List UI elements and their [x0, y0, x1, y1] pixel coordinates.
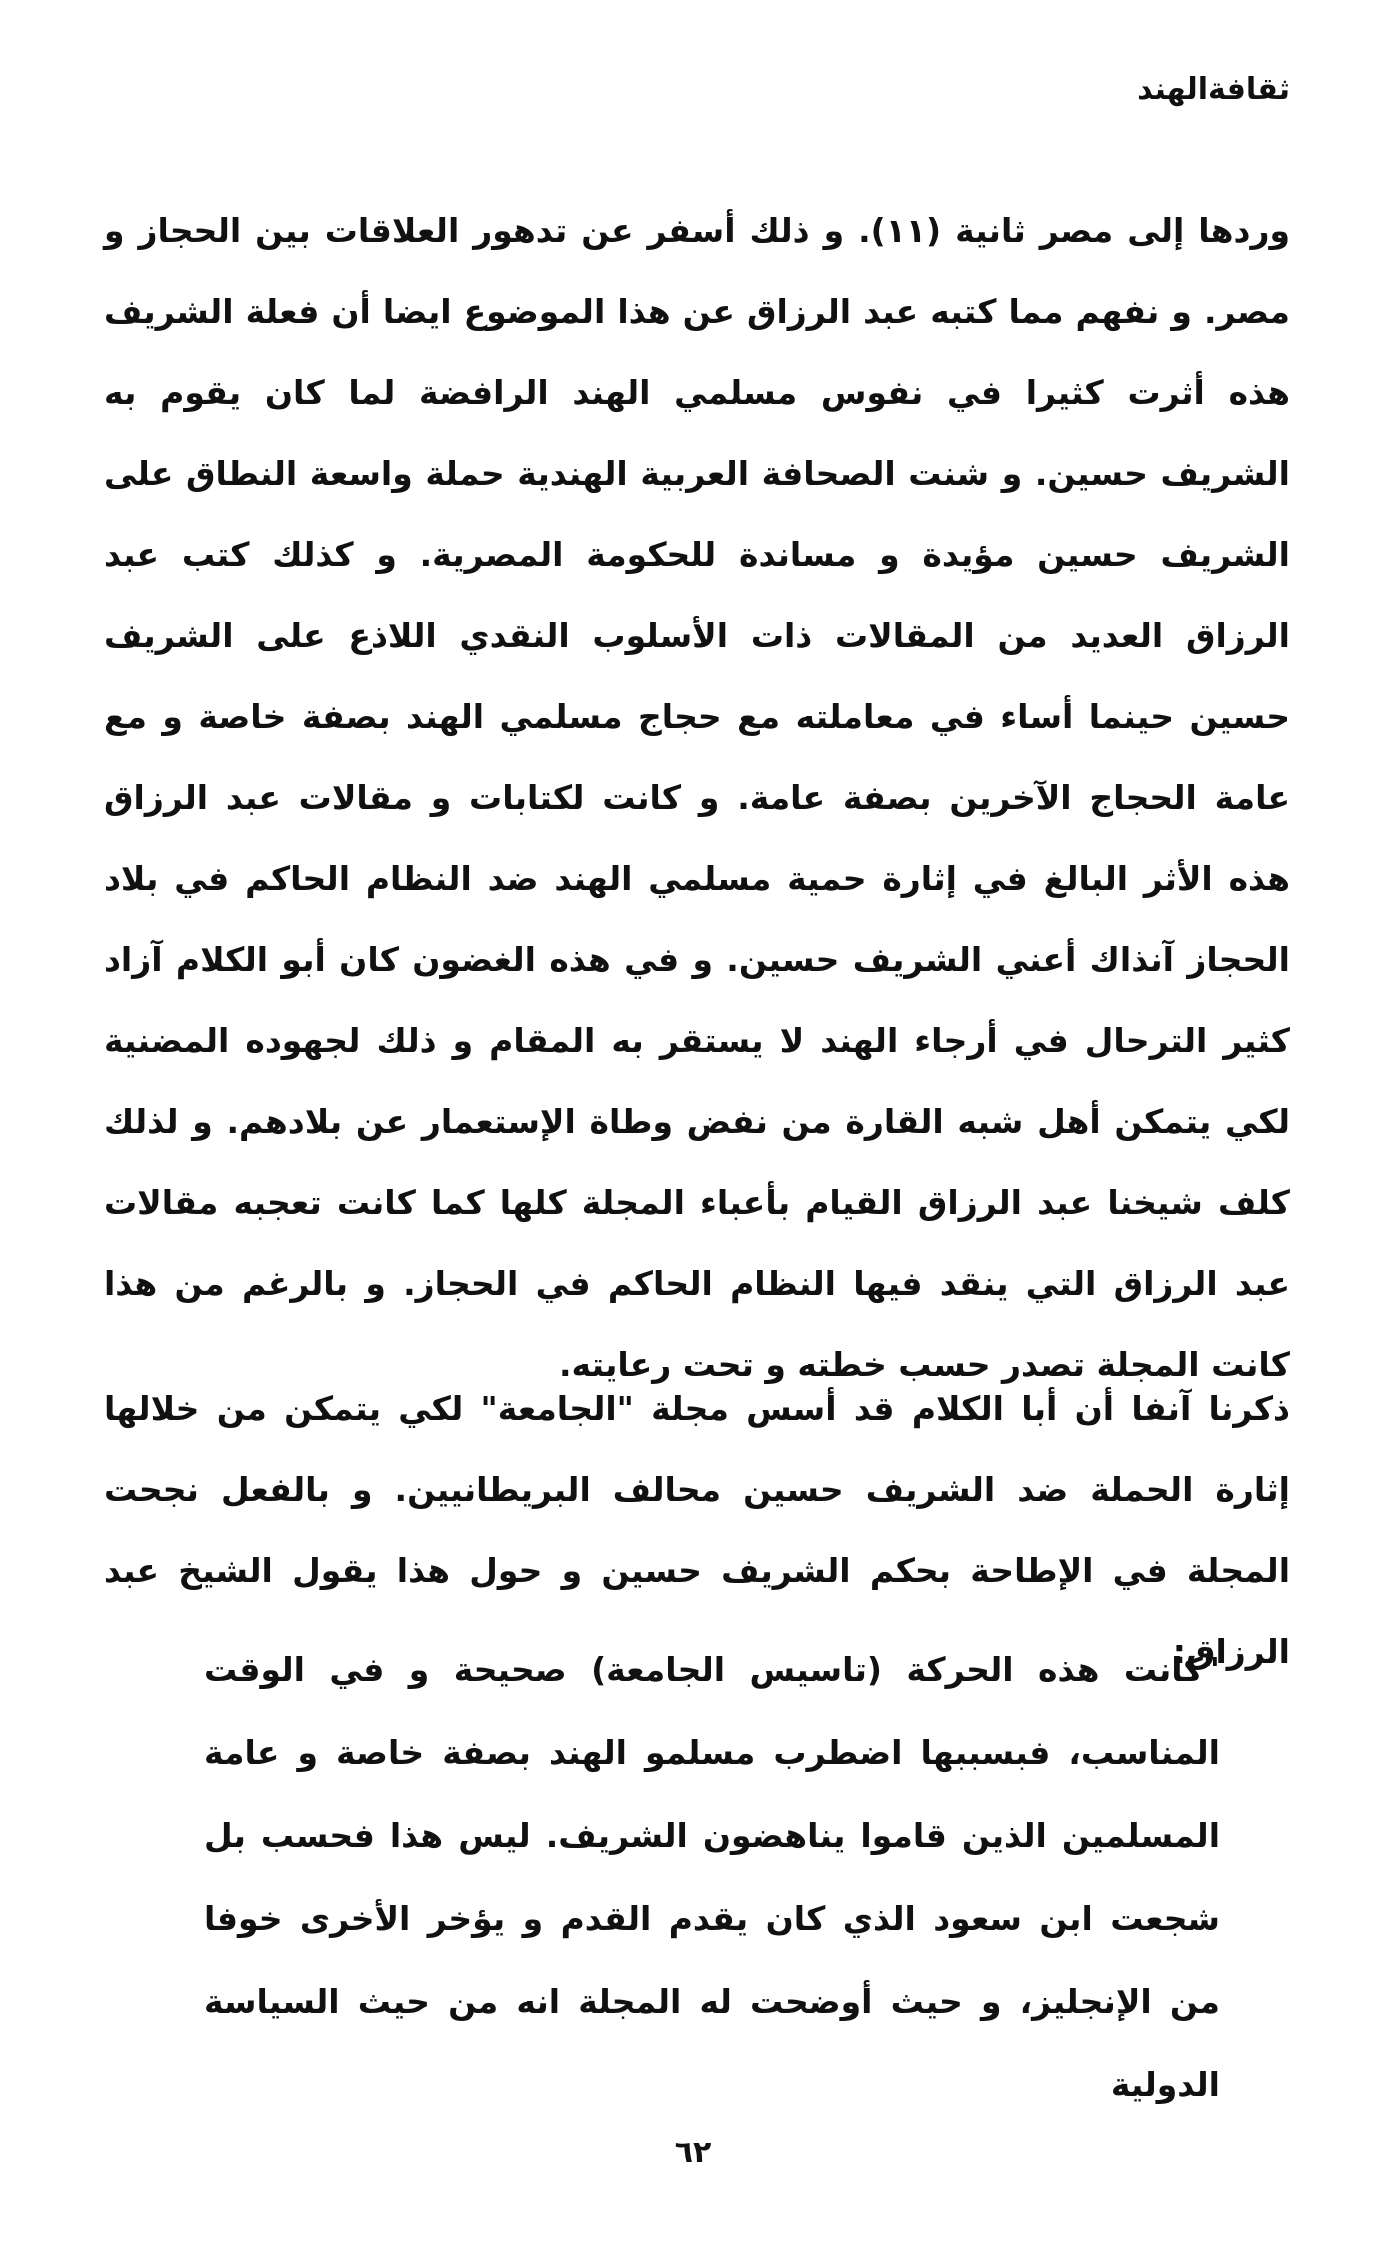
- block-quote: "كانت هذه الحركة (تاسيس الجامعة) صحيحة و في الوقت المناسب، فبسببها اضطرب مسلمو الهند بصفة خاصة و عامة المسلمين الذين قاموا يناهضون الشريف. ليس هذا فحسب بل شجعت ابن سعود الذي كان يقدم القدم و يؤخر الأخرى خوفا من الإنجليز، و حيث أوضحت له المجلة انه من حيث السياسة الدولية: [204, 1650, 1220, 2104]
- body-paragraph: ذكرنا آنفا أن أبا الكلام قد أسس مجلة "الجامعة" لكي يتمكن من خلالها إثارة الحملة ضد الشريف حسين محالف البريطانيين. و بالفعل نجحت المجلة في الإطاحة بحكم الشريف حسين و حول هذا يقول الشيخ عبد الرزاق:: [104, 1389, 1290, 1671]
- page-number: ٦٢: [674, 2135, 712, 2170]
- body-paragraph: وردها إلى مصر ثانية (١١). و ذلك أسفر عن تدهور العلاقات بين الحجاز و مصر. و نفهم مما كتبه عبد الرزاق عن هذا الموضوع ايضا أن فعلة الشريف هذه أثرت كثيرا في نفوس مسلمي الهند الرافضة لما كان يقوم به الشريف حسين. و شنت الصحافة العربية الهندية حملة واسعة النطاق على الشريف حسين مؤيدة و مساندة للحكومة المصرية. و كذلك كتب عبد الرزاق العديد من المقالات ذات الأسلوب النقدي اللاذع على الشريف حسين حينما أساء في معاملته مع حجاج مسلمي الهند بصفة خاصة و مع عامة الحجاج الآخرين بصفة عامة. و كانت لكتابات و مقالات عبد الرزاق هذه الأثر البالغ في إثارة حمية مسلمي الهند ضد النظام الحاكم في بلاد الحجاز آنذاك أعني الشريف حسين. و في هذه الغضون كان أبو الكلام آزاد كثير الترحال في أرجاء الهند لا يستقر به المقام و ذلك لجهوده المضنية لكي يتمكن أهل شبه القارة من نفض وطاة الإستعمار عن بلادهم. و لذلك كلف شيخنا عبد الرزاق القيام بأعباء المجلة كلها كما كانت تعجبه مقالات عبد الرزاق التي ينقد فيها النظام الحاكم في الحجاز. و بالرغم من هذا كانت المجلة تصدر حسب خطته و تحت رعايته.: [104, 211, 1290, 1384]
- running-header-title: ثقافةالهند: [1137, 72, 1290, 107]
